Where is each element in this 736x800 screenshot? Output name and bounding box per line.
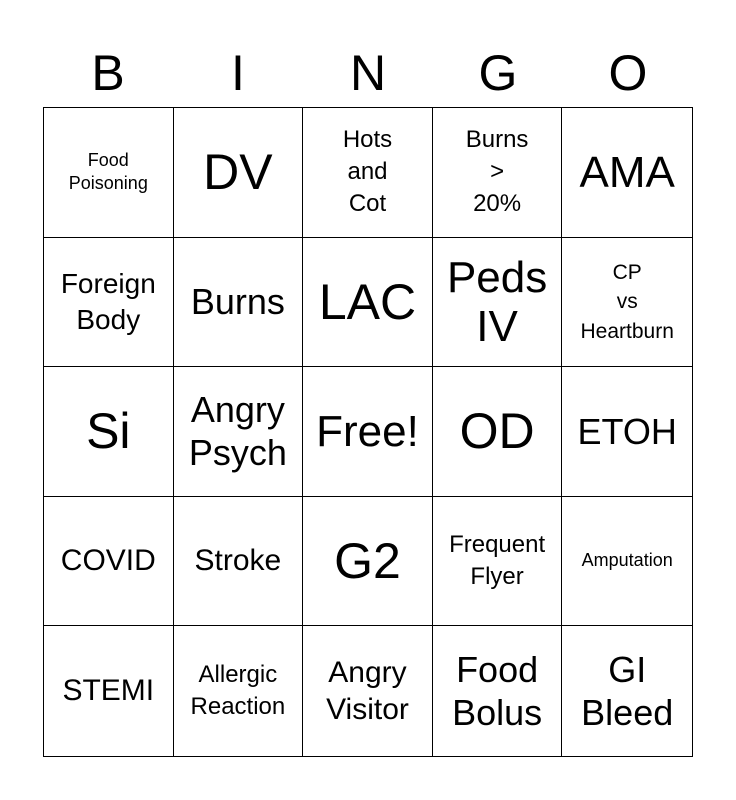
bingo-cell-r5c2[interactable] bbox=[174, 626, 304, 756]
header-letter-n: N bbox=[349, 45, 387, 101]
header-letter-b: B bbox=[91, 45, 125, 101]
bingo-cell-r3c5[interactable] bbox=[562, 367, 692, 497]
cell-label: Burns bbox=[190, 281, 285, 323]
cell-label: CP vs Heartburn bbox=[580, 260, 674, 343]
bingo-cell-r3c1[interactable] bbox=[44, 367, 174, 497]
bingo-cell-r4c5[interactable] bbox=[562, 497, 692, 627]
bingo-cell-r1c1[interactable] bbox=[44, 108, 174, 238]
cell-label: AMA bbox=[579, 147, 675, 197]
bingo-cell-r2c2[interactable] bbox=[174, 238, 304, 368]
bingo-cell-r5c3[interactable] bbox=[303, 626, 433, 756]
bingo-cell-r5c5[interactable] bbox=[562, 626, 692, 756]
cell-label: STEMI bbox=[62, 674, 155, 708]
bingo-cell-r3c3[interactable] bbox=[303, 367, 433, 497]
bingo-cell-r2c3[interactable] bbox=[303, 238, 433, 368]
bingo-cell-r4c2[interactable] bbox=[174, 497, 304, 627]
bingo-cell-r5c4[interactable] bbox=[433, 626, 563, 756]
cell-label: Foreign Body bbox=[60, 267, 156, 335]
header-letter-g: G bbox=[478, 45, 518, 101]
bingo-cell-r1c2[interactable] bbox=[174, 108, 304, 238]
cell-label: Hots and Cot bbox=[342, 125, 393, 218]
cell-label: Burns > 20% bbox=[465, 125, 529, 218]
cell-label: ETOH bbox=[577, 410, 677, 452]
cell-label: LAC bbox=[318, 273, 417, 330]
cell-label: Free! bbox=[316, 406, 419, 456]
cell-label: Si bbox=[86, 403, 131, 460]
cell-label: G2 bbox=[334, 532, 401, 589]
cell-label: Angry Visitor bbox=[326, 655, 409, 727]
cell-label: Allergic Reaction bbox=[190, 660, 286, 721]
bingo-cell-r2c5[interactable] bbox=[562, 238, 692, 368]
bingo-cell-r1c5[interactable] bbox=[562, 108, 692, 238]
bingo-cell-r4c1[interactable] bbox=[44, 497, 174, 627]
bingo-header bbox=[43, 40, 693, 106]
header-letter-o: O bbox=[608, 45, 648, 101]
bingo-board bbox=[43, 107, 693, 757]
bingo-cell-r1c4[interactable] bbox=[433, 108, 563, 238]
bingo-cell-r5c1[interactable] bbox=[44, 626, 174, 756]
bingo-cell-r1c3[interactable] bbox=[303, 108, 433, 238]
cell-label: Angry Psych bbox=[188, 389, 287, 474]
cell-label: Peds IV bbox=[446, 252, 548, 351]
cell-label: Stroke bbox=[194, 544, 282, 578]
cell-label: COVID bbox=[60, 544, 156, 578]
bingo-cell-r3c4[interactable] bbox=[433, 367, 563, 497]
cell-label: GI Bleed bbox=[581, 649, 674, 734]
cell-label: Frequent Flyer bbox=[449, 530, 546, 591]
cell-label: Food Bolus bbox=[452, 649, 543, 734]
cell-label: Food Poisoning bbox=[68, 149, 148, 194]
bingo-cell-r2c1[interactable] bbox=[44, 238, 174, 368]
header-letter-i: I bbox=[231, 45, 245, 101]
bingo-cell-r4c3[interactable] bbox=[303, 497, 433, 627]
bingo-cell-r3c2[interactable] bbox=[174, 367, 304, 497]
cell-label: OD bbox=[459, 403, 535, 460]
bingo-cell-r4c4[interactable] bbox=[433, 497, 563, 627]
cell-label: DV bbox=[203, 144, 273, 201]
bingo-cell-r2c4[interactable] bbox=[433, 238, 563, 368]
cell-label: Amputation bbox=[581, 550, 673, 571]
